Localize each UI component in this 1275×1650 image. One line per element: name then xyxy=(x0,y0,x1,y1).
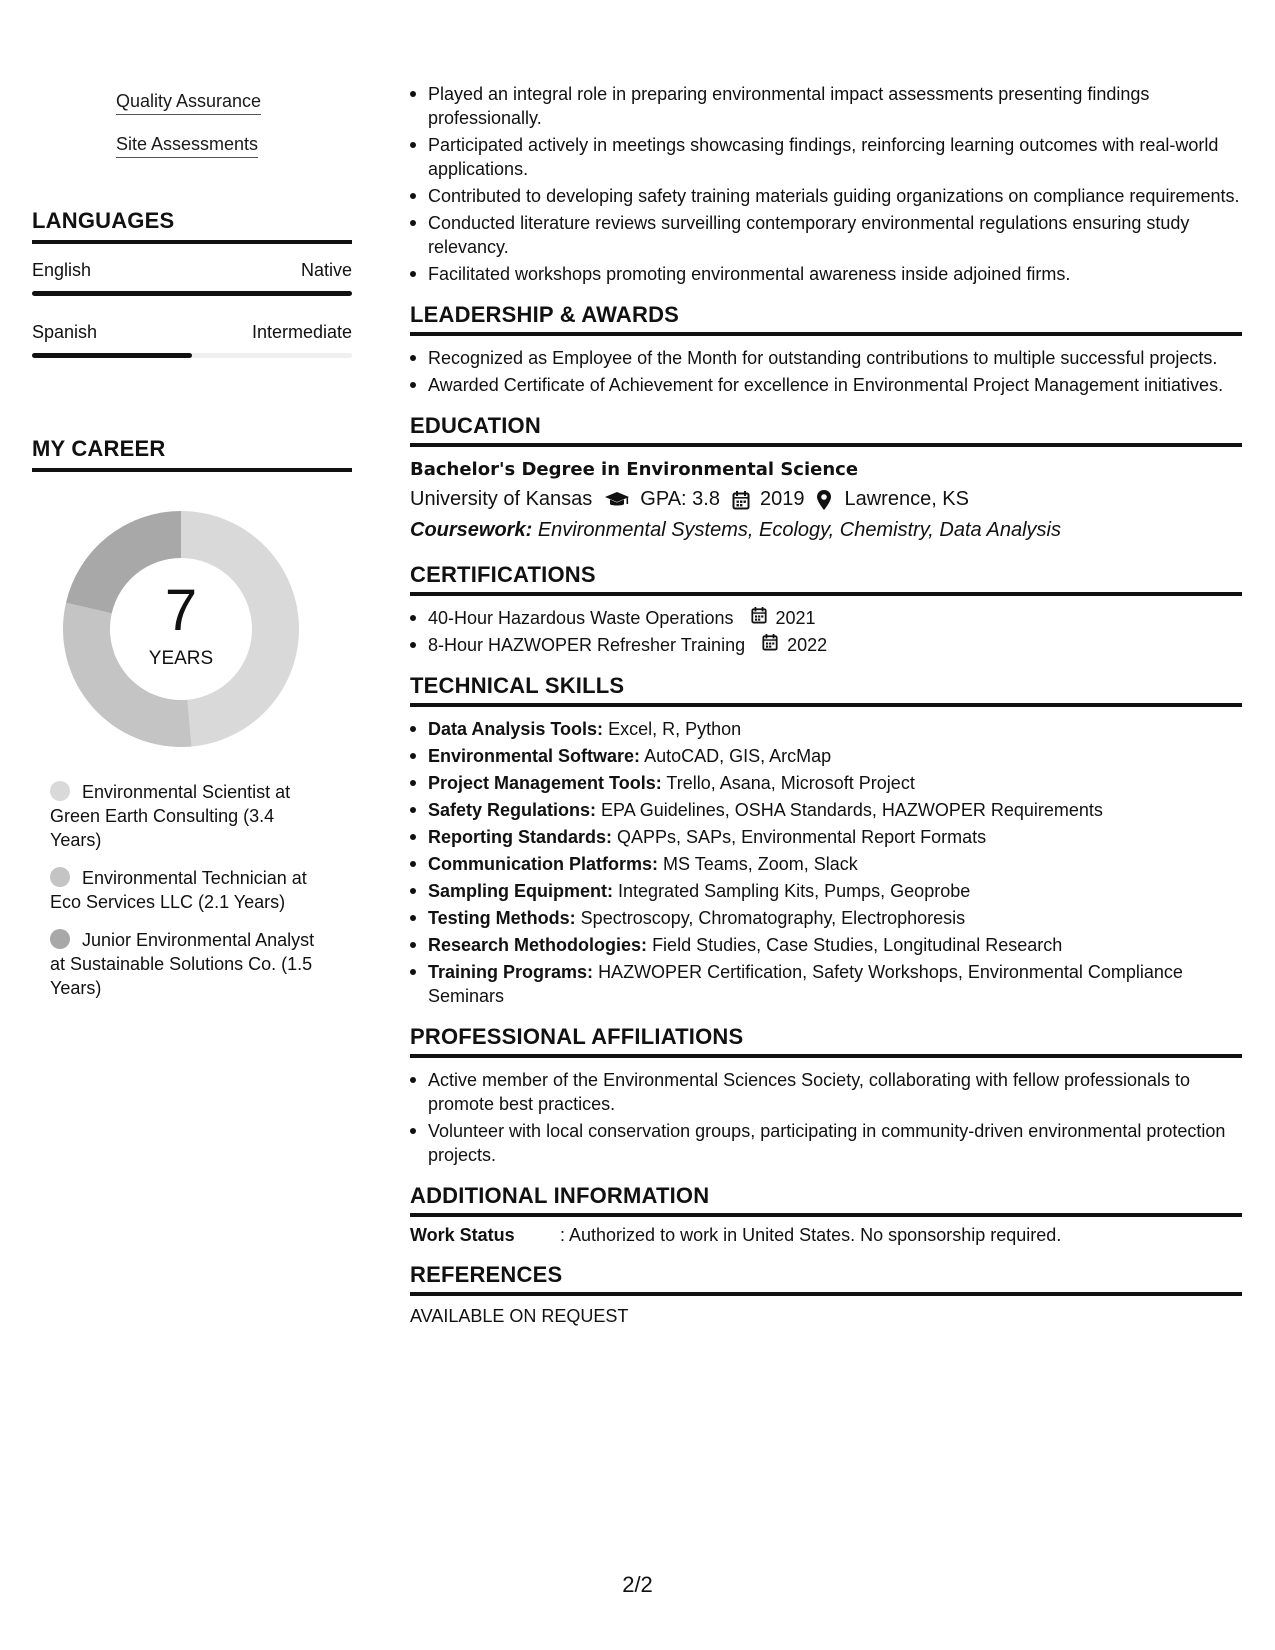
list-item xyxy=(428,606,1242,630)
education-year: 2019 xyxy=(759,488,805,510)
list-item xyxy=(428,852,1242,876)
legend-dot xyxy=(50,781,70,801)
references-heading: REFERENCES xyxy=(410,1262,1242,1296)
certifications-heading: CERTIFICATIONS xyxy=(410,562,1242,596)
education-school: University of Kansas xyxy=(410,488,593,510)
page-number: 2/2 xyxy=(622,1572,653,1597)
list-item: Played an integral role in preparing environmental impact assessments presenting findings professionally. xyxy=(428,82,1242,130)
list-item: Contributed to developing safety training materials guiding organizations on compliance requirements. xyxy=(428,184,1242,208)
language-name: Spanish xyxy=(32,322,98,342)
list-item xyxy=(428,717,1242,741)
legend-item xyxy=(50,928,330,1000)
education-degree: Bachelor's Degree in Environmental Science xyxy=(410,459,859,480)
skill-value: Field Studies, Case Studies, Longitudinal Research xyxy=(652,935,1063,955)
list-item xyxy=(428,633,1242,657)
education-gpa: GPA: 3.8 xyxy=(640,488,720,510)
skill-value: Integrated Sampling Kits, Pumps, Geoprobe xyxy=(618,881,971,901)
legend-item xyxy=(50,780,330,852)
career-donut-chart xyxy=(56,504,306,754)
work-status-label: Work Status xyxy=(410,1225,515,1245)
list-item: Recognized as Employee of the Month for outstanding contributions to multiple successful projects. xyxy=(428,346,1242,370)
skill-value: EPA Guidelines, OSHA Standards, HAZWOPER Requirements xyxy=(601,800,1103,820)
list-item: Facilitated workshops promoting environmental awareness inside adjoined firms. xyxy=(428,262,1242,286)
list-item xyxy=(428,879,1242,903)
skill-label: Safety Regulations: xyxy=(428,800,597,820)
skill-label: Sampling Equipment: xyxy=(428,881,614,901)
legend-label: Environmental Scientist at Green Earth Consulting (3.4 Years) xyxy=(50,782,291,850)
technical-skills-heading: TECHNICAL SKILLS xyxy=(410,673,1242,707)
skill-label: Project Management Tools: xyxy=(428,773,662,793)
skill-link[interactable]: Quality Assurance xyxy=(116,90,261,115)
legend-dot xyxy=(50,929,70,949)
education-coursework xyxy=(410,519,1242,542)
languages-heading: LANGUAGES xyxy=(32,208,352,244)
technical-skills-list xyxy=(410,717,1242,1008)
calendar-icon xyxy=(751,606,767,624)
skill-label: Reporting Standards: xyxy=(428,827,613,847)
language-level: Native xyxy=(300,260,352,280)
language-bar xyxy=(32,353,352,358)
language-spanish xyxy=(32,322,352,358)
calendar-icon xyxy=(762,633,778,651)
list-item xyxy=(428,744,1242,768)
main-column xyxy=(410,82,1242,1327)
affiliations-list xyxy=(410,1068,1242,1167)
legend-dot xyxy=(50,867,70,887)
skill-value: HAZWOPER Certification, Safety Workshops, Environmental Compliance Seminars xyxy=(428,962,1183,1006)
career-heading: MY CAREER xyxy=(32,436,352,472)
skill-label: Research Methodologies: xyxy=(428,935,648,955)
legend-label: Environmental Technician at Eco Services LLC (2.1 Years) xyxy=(50,868,307,912)
list-item xyxy=(428,771,1242,795)
coursework-value: Environmental Systems, Ecology, Chemistry, Data Analysis xyxy=(537,519,1061,541)
language-bar xyxy=(32,291,352,296)
certifications-list xyxy=(410,606,1242,657)
skill-value: Spectroscopy, Chromatography, Electrophoresis xyxy=(580,908,966,928)
work-status-value: : Authorized to work in United States. No sponsorship required. xyxy=(560,1225,1062,1245)
certification-name: 40-Hour Hazardous Waste Operations xyxy=(428,608,734,628)
leadership-list xyxy=(410,346,1242,397)
skill-value: AutoCAD, GIS, ArcMap xyxy=(644,746,832,766)
skill-label: Environmental Software: xyxy=(428,746,641,766)
list-item: Conducted literature reviews surveilling contemporary environmental regulations ensuring study relevancy. xyxy=(428,211,1242,259)
legend-item xyxy=(50,866,330,914)
calendar-icon xyxy=(732,490,750,510)
language-bar-fill xyxy=(32,353,192,358)
language-bar-fill xyxy=(32,291,352,296)
skill-label: Training Programs: xyxy=(428,962,594,982)
skill-value: MS Teams, Zoom, Slack xyxy=(663,854,858,874)
references-text: AVAILABLE ON REQUEST xyxy=(410,1306,629,1326)
additional-info-heading: ADDITIONAL INFORMATION xyxy=(410,1183,1242,1217)
skill-link[interactable]: Site Assessments xyxy=(116,133,258,158)
education-heading: EDUCATION xyxy=(410,413,1242,447)
certification-name: 8-Hour HAZWOPER Refresher Training xyxy=(428,635,746,655)
legend-label: Junior Environmental Analyst at Sustainable Solutions Co. (1.5 Years) xyxy=(50,930,315,998)
skill-label: Communication Platforms: xyxy=(428,854,659,874)
language-english xyxy=(32,260,352,296)
career-unit: YEARS xyxy=(148,648,214,669)
skill-value: Trello, Asana, Microsoft Project xyxy=(666,773,915,793)
skill-label: Testing Methods: xyxy=(428,908,576,928)
list-item xyxy=(428,906,1242,930)
list-item xyxy=(428,933,1242,957)
list-item: Participated actively in meetings showcasing findings, reinforcing learning outcomes with real-world applications. xyxy=(428,133,1242,181)
list-item: Active member of the Environmental Sciences Society, collaborating with fellow professionals to promote best practices. xyxy=(428,1068,1242,1116)
leadership-heading: LEADERSHIP & AWARDS xyxy=(410,302,1242,336)
career-total-years: 7 xyxy=(164,578,198,643)
language-level: Intermediate xyxy=(251,322,352,342)
list-item xyxy=(428,960,1242,1008)
career-legend xyxy=(50,780,330,1000)
certification-year: 2021 xyxy=(775,608,816,628)
experience-bullets xyxy=(410,82,1242,286)
list-item: Volunteer with local conservation groups, participating in community-driven environmental protection projects. xyxy=(428,1119,1242,1167)
work-status-row xyxy=(410,1225,1242,1246)
list-item xyxy=(428,825,1242,849)
sidebar xyxy=(32,82,352,1014)
list-item xyxy=(428,798,1242,822)
education-location: Lawrence, KS xyxy=(844,488,969,510)
affiliations-heading: PROFESSIONAL AFFILIATIONS xyxy=(410,1024,1242,1058)
graduation-cap-icon xyxy=(604,491,630,509)
map-pin-icon xyxy=(816,489,832,511)
certification-year: 2022 xyxy=(787,635,828,655)
language-name: English xyxy=(32,260,92,280)
skill-label: Data Analysis Tools: xyxy=(428,719,604,739)
skill-value: QAPPs, SAPs, Environmental Report Formats xyxy=(617,827,987,847)
education-details xyxy=(410,488,1242,511)
skill-value: Excel, R, Python xyxy=(608,719,742,739)
coursework-label: Coursework: xyxy=(410,519,533,541)
list-item: Awarded Certificate of Achievement for excellence in Environmental Project Management initiatives. xyxy=(428,373,1242,397)
